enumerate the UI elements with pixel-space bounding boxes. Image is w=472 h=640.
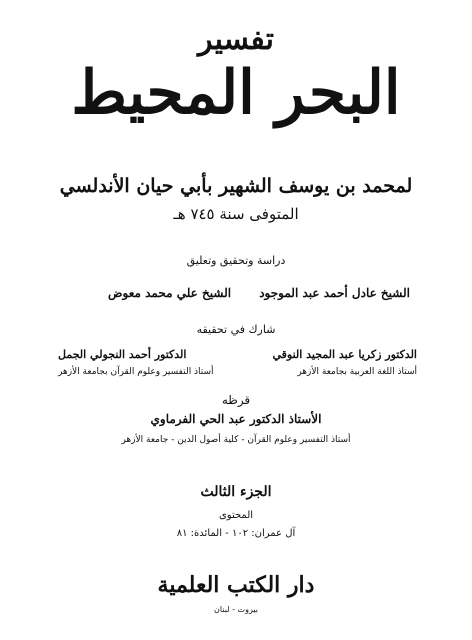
participant-1-name: الدكتور زكريا عبد المجيد النوقي — [272, 348, 417, 361]
editor-1: الشيخ عادل أحمد عبد الموجود — [259, 286, 410, 300]
participation-label: شارك في تحقيقه — [196, 323, 276, 336]
death-date: المتوفى سنة ٧٤٥ هـ — [173, 205, 299, 223]
contents-range: آل عمران: ١٠٢ - المائدة: ٨١ — [176, 528, 296, 539]
volume-label: الجزء الثالث — [200, 484, 272, 500]
prefacer-title: أستاذ التفسير وعلوم القرآن - كلية أصول الدين - جامعة الأزهر — [121, 435, 351, 445]
editor-2: الشيخ علي محمد معوض — [108, 286, 232, 300]
participant-2-name: الدكتور أحمد النجولي الجمل — [58, 348, 187, 361]
pre-title: تفسير — [198, 22, 274, 57]
publisher-logo: دار الكتب العلمية — [157, 572, 315, 598]
main-title: البحر المحيط — [71, 58, 401, 128]
participant-2-title: أستاذ التفسير وعلوم القرآن بجامعة الأزهر — [58, 367, 214, 377]
publisher-place: بيروت - لبنان — [214, 605, 258, 614]
contents-label: المحتوى — [218, 510, 254, 521]
study-label: دراسة وتحقيق وتعليق — [186, 254, 286, 267]
prefacer-name: الأستاذ الدكتور عبد الحي الفرماوي — [150, 412, 322, 426]
author-line: لمحمد بن يوسف الشهير بأبي حيان الأندلسي — [59, 175, 413, 197]
participant-1-title: أستاذ اللغة العربية بجامعة الأزهر — [297, 367, 417, 377]
prefaced-label: قرظه — [221, 393, 251, 407]
